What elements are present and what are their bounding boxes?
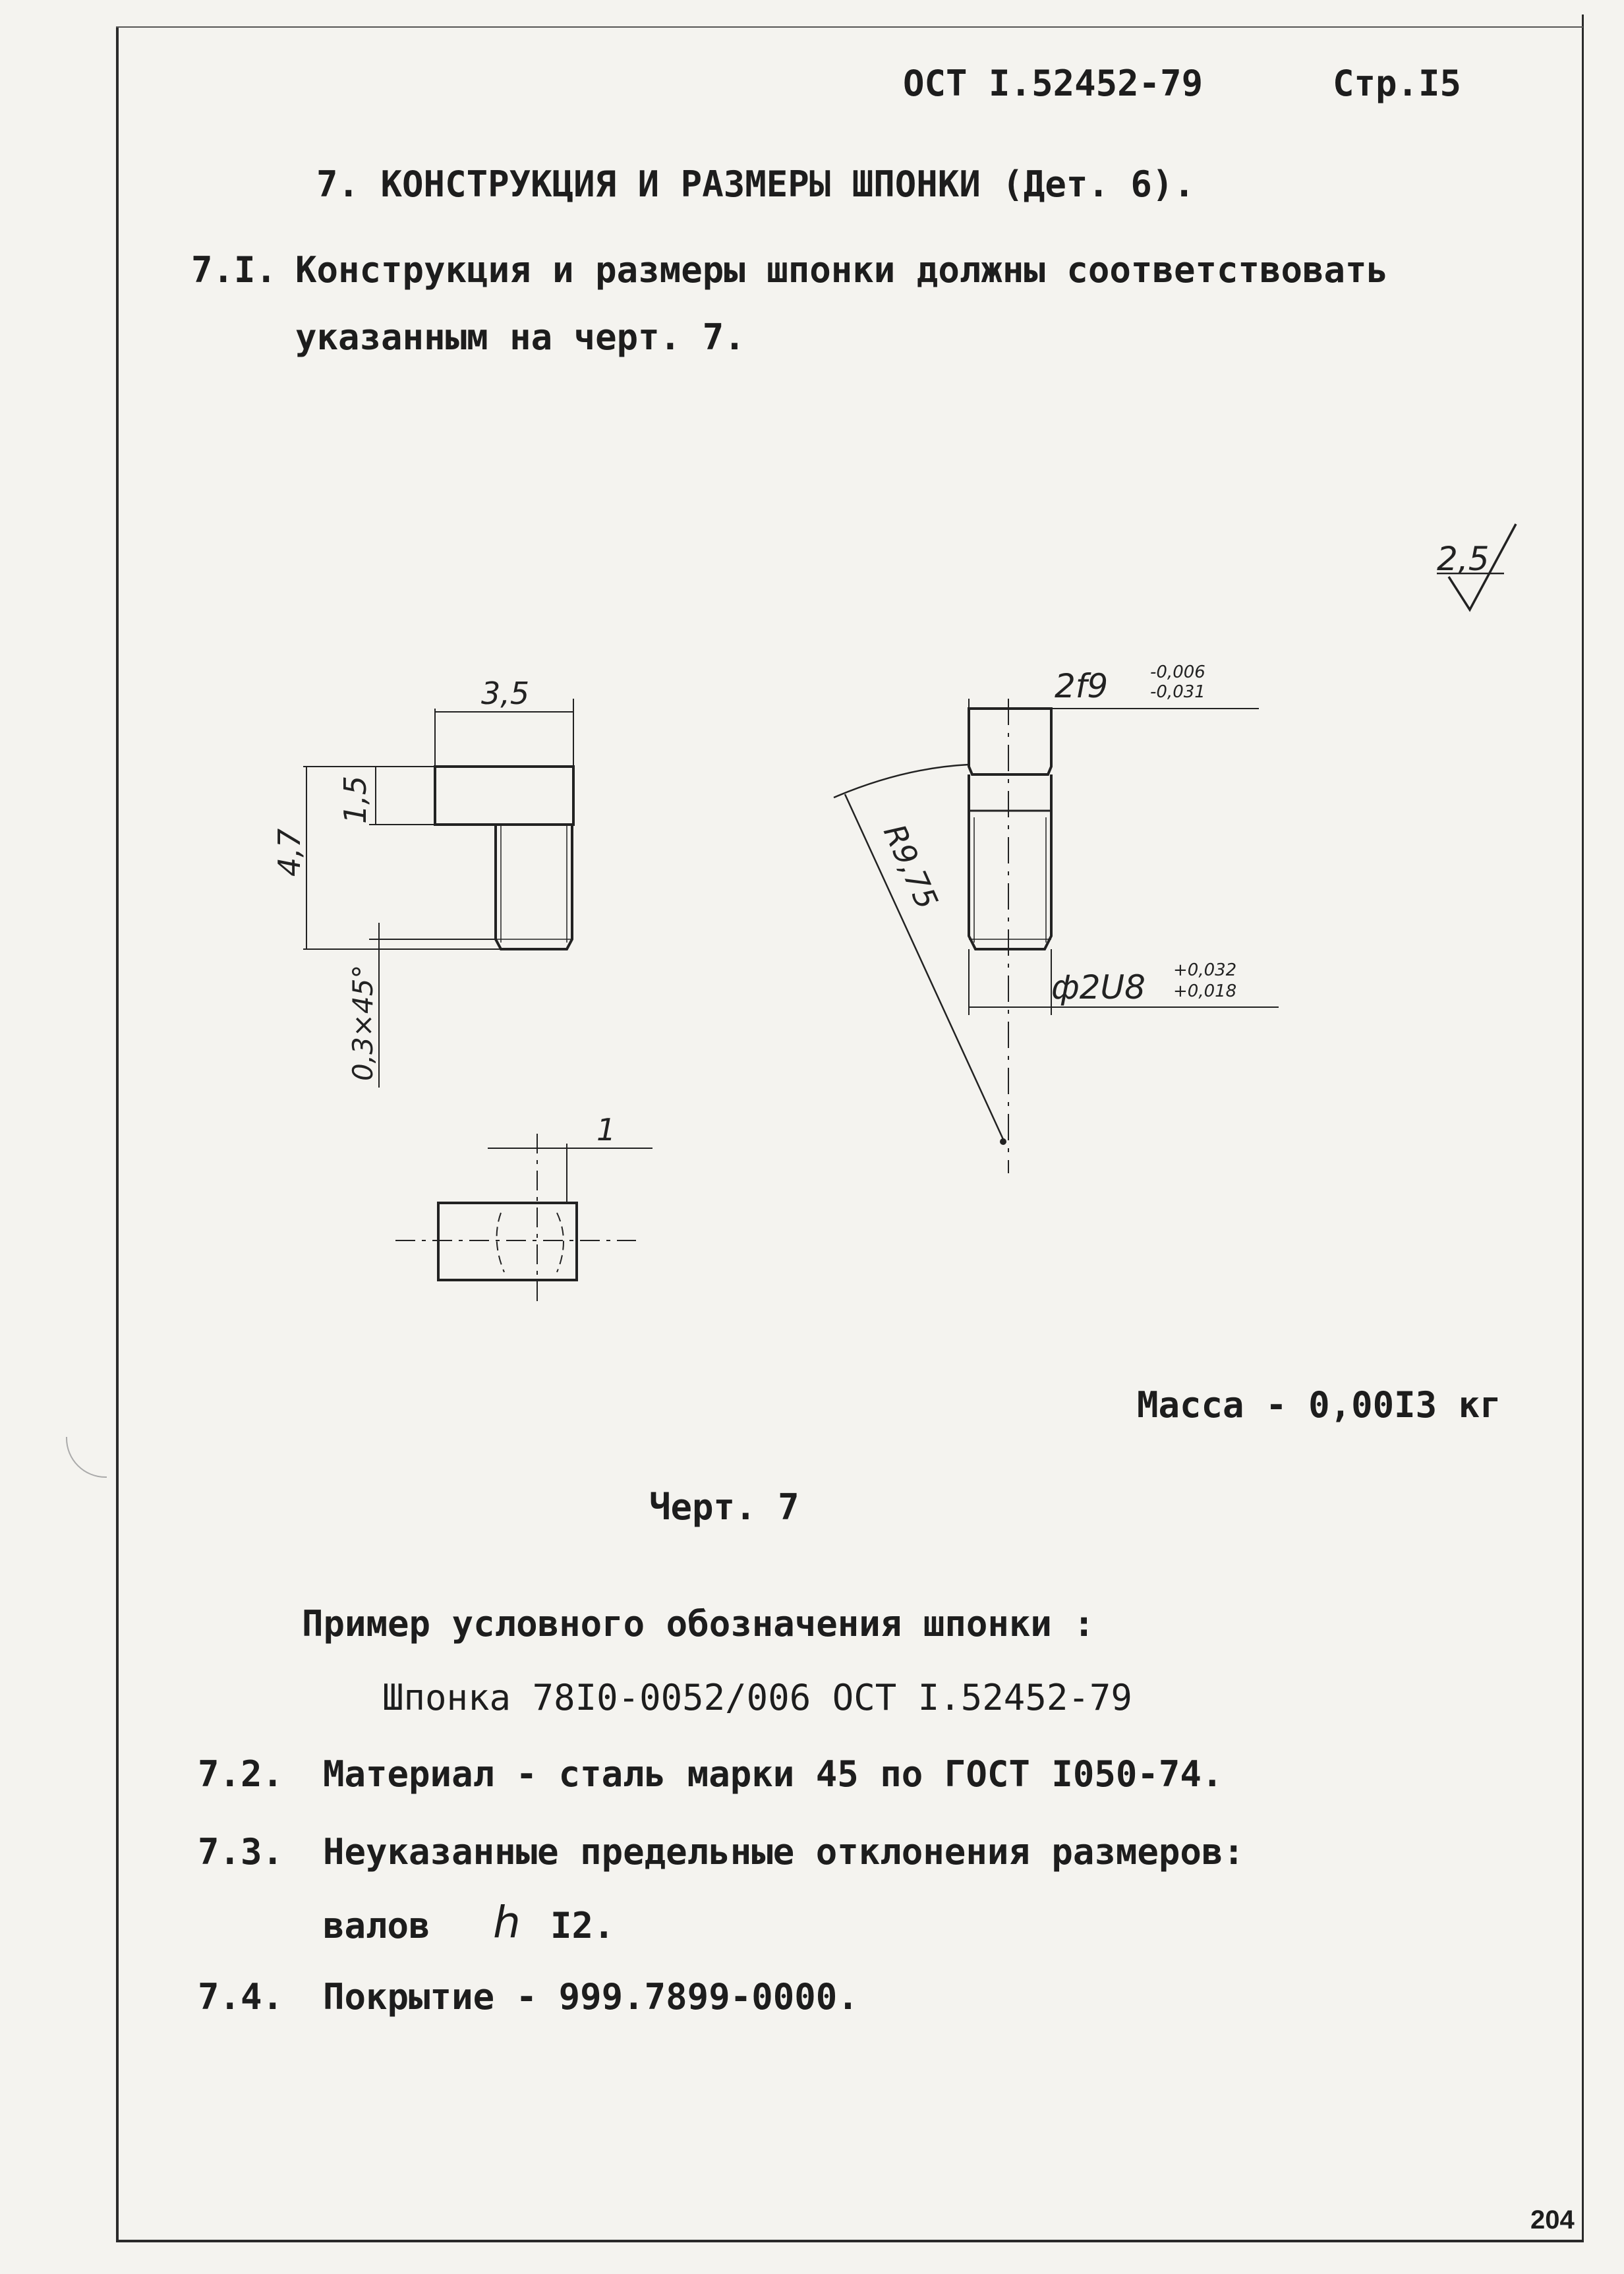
para-7-1-line2: указанным на черт. 7. — [295, 316, 745, 358]
item-shafts-label: валов — [323, 1905, 430, 1946]
dim-shaft-fit-label: ф2U8 — [1051, 968, 1146, 1006]
dim-height-total-label: 4,7 — [272, 828, 307, 877]
page-label: Стр.I5 — [1333, 63, 1462, 104]
item-shafts-grade: I2. — [550, 1905, 615, 1946]
item-7-2-text: Материал - сталь марки 45 по ГОСТ I050-74. — [323, 1753, 1223, 1795]
roughness-value: 2,5 — [1437, 540, 1490, 578]
item-7-3-number: 7.3. — [198, 1831, 284, 1873]
dim-head-tol-upper: -0,006 — [1150, 662, 1205, 682]
para-7-1-line1: Конструкция и размеры шпонки должны соответствовать — [295, 249, 1389, 291]
para-7-1-number: 7.I. — [191, 249, 277, 291]
top-view-key — [395, 1134, 652, 1305]
dim-width-label: 3,5 — [481, 676, 530, 711]
section-title: 7. КОНСТРУКЦИЯ И РАЗМЕРЫ ШПОНКИ (Дет. 6). — [316, 163, 1195, 205]
item-7-4-text: Покрытие - 999.7899-0000. — [323, 1976, 859, 2018]
dim-shaft-tol-lower: +0,018 — [1173, 981, 1237, 1001]
figure-caption: Черт. 7 — [649, 1486, 799, 1528]
front-view-key — [834, 699, 1279, 1173]
dim-height-head-label: 1,5 — [337, 775, 373, 824]
dim-shaft-tol-upper: +0,032 — [1173, 960, 1237, 980]
designation-example: Шпонка 78I0-0052/006 ОСТ I.52452-79 — [382, 1677, 1132, 1718]
page-number: 204 — [1530, 2205, 1575, 2234]
dim-head-fit-label: 2f9 — [1055, 667, 1109, 705]
mass-value: Масса - 0,00I3 кг — [1137, 1384, 1501, 1426]
dim-offset-label: 1 — [596, 1112, 616, 1148]
item-7-4-number: 7.4. — [198, 1976, 284, 2018]
designation-heading: Пример условного обозначения шпонки : — [302, 1603, 1095, 1645]
item-7-2-number: 7.2. — [198, 1753, 284, 1795]
dim-head-tol-lower: -0,031 — [1150, 682, 1205, 702]
item-7-3-text: Неуказанные предельные отклонения размеров: — [323, 1831, 1244, 1873]
dim-radius-label: R9,75 — [876, 819, 945, 915]
side-view-key — [303, 699, 573, 1088]
item-shafts-symbol: h — [493, 1897, 521, 1948]
dim-chamfer-label: 0,3×45° — [347, 964, 379, 1081]
standard-number: ОСТ I.52452-79 — [903, 63, 1204, 104]
